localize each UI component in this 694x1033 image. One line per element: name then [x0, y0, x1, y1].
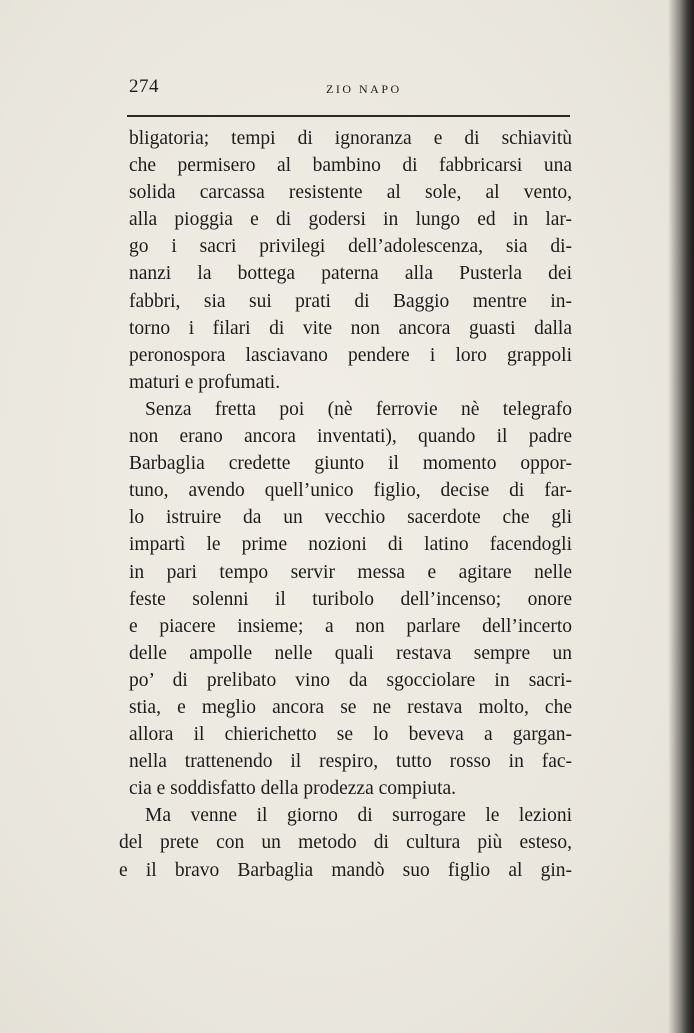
text-line: stia, e meglio ancora se ne restava molto, che: [129, 696, 572, 718]
text-line: po’ di prelibato vino da sgocciolare in sacri-: [129, 669, 572, 691]
text-line: in pari tempo servir messa e agitare nelle: [129, 561, 572, 583]
text-line: che permisero al bambino di fabbricarsi una: [129, 155, 572, 177]
text-line: non erano ancora inventati), quando il padre: [129, 426, 572, 448]
text-line: alla pioggia e di godersi in lungo ed in lar-: [129, 209, 572, 231]
header-rule: [127, 115, 570, 117]
page-number: 274: [129, 76, 159, 97]
text-line: delle ampolle nelle quali restava sempre un: [129, 642, 572, 664]
text-line: Barbaglia credette giunto il momento oppor-: [129, 453, 572, 475]
text-line: torno i filari di vite non ancora guasti dalla: [129, 317, 572, 339]
text-line: del prete con un metodo di cultura più esteso,: [119, 832, 572, 854]
paragraph-start-line: Senza fretta poi (nè ferrovie nè telegrafo: [145, 398, 572, 420]
text-line: fabbri, sia sui prati di Baggio mentre in-: [129, 290, 572, 312]
text-line: nanzi la bottega paterna alla Pusterla dei: [129, 263, 572, 285]
text-line: tuno, avendo quell’unico figlio, decise di far-: [129, 480, 572, 502]
text-line: impartì le prime nozioni di latino facendogli: [129, 534, 572, 556]
text-line: peronospora lasciavano pendere i loro grappoli: [129, 344, 572, 366]
text-line: e piacere insieme; a non parlare dell’incerto: [129, 615, 572, 637]
text-line: go i sacri privilegi dell’adolescenza, sia di-: [129, 236, 572, 258]
running-title: ZIO NAPO: [326, 82, 402, 96]
text-line: maturi e profumati.: [129, 371, 281, 393]
text-line: e il bravo Barbaglia mandò suo figlio al gin-: [119, 859, 572, 881]
text-line: cia e soddisfatto della prodezza compiuta.: [129, 778, 457, 800]
page-header: [129, 76, 569, 102]
page-edge-shadow: [668, 0, 694, 1033]
text-line: feste solenni il turibolo dell’incenso; onore: [129, 588, 572, 610]
paragraph-start-line: Ma venne il giorno di surrogare le lezioni: [145, 805, 572, 827]
text-line: lo istruire da un vecchio sacerdote che gli: [129, 507, 572, 529]
text-line: solida carcassa resistente al sole, al vento,: [129, 182, 572, 204]
body-text: [119, 125, 572, 884]
text-line: bligatoria; tempi di ignoranza e di schiavitù: [129, 128, 572, 149]
text-line: allora il chierichetto se lo beveva a gargan-: [129, 724, 572, 746]
text-line: nella trattenendo il respiro, tutto rosso in fac-: [129, 751, 572, 773]
